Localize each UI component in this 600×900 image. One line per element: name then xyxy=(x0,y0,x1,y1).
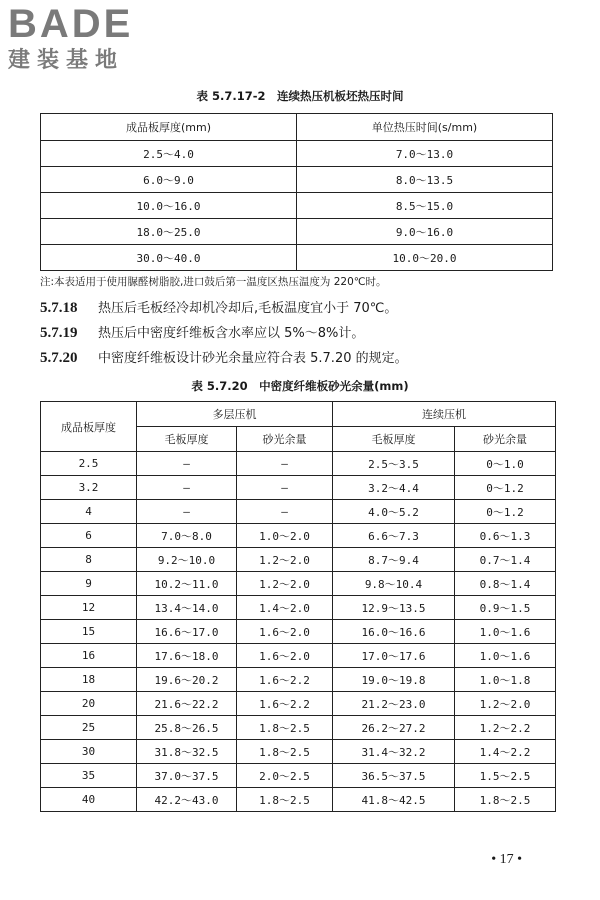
table-cell: 0.9～1.5 xyxy=(455,596,556,620)
clause-5-7-20 xyxy=(40,349,408,368)
table-row xyxy=(41,245,553,271)
table-cell: — xyxy=(137,500,237,524)
table-cell: — xyxy=(237,452,333,476)
clause-5-7-18 xyxy=(40,299,397,318)
table-cell: 19.6～20.2 xyxy=(137,668,237,692)
table-row xyxy=(41,692,556,716)
table-cell: 36.5～37.5 xyxy=(333,764,455,788)
table-cell: 12 xyxy=(41,596,137,620)
sanding-allowance-table xyxy=(40,401,556,812)
table1-caption: 表 5.7.17-2 连续热压机板坯热压时间 xyxy=(196,89,404,103)
clause-number: 5.7.20 xyxy=(40,350,78,366)
table-cell: 37.0～37.5 xyxy=(137,764,237,788)
clause-5-7-19 xyxy=(40,324,364,343)
table-cell: 8.5～15.0 xyxy=(297,193,553,219)
page-number: • 17 • xyxy=(491,852,522,867)
table-cell: 17.0～17.6 xyxy=(333,644,455,668)
table-cell: 6.6～7.3 xyxy=(333,524,455,548)
table-cell: 0～1.0 xyxy=(455,452,556,476)
table-cell: 13.4～14.0 xyxy=(137,596,237,620)
table-cell: 31.8～32.5 xyxy=(137,740,237,764)
table-cell: 16.6～17.0 xyxy=(137,620,237,644)
table2-caption: 表 5.7.20 中密度纤维板砂光余量(mm) xyxy=(191,379,409,393)
table2-header-continuous: 连续压机 xyxy=(333,402,556,427)
table-cell: 25 xyxy=(41,716,137,740)
table-cell: 1.2～2.0 xyxy=(237,548,333,572)
table-cell: 1.6～2.0 xyxy=(237,620,333,644)
table-cell: 0.8～1.4 xyxy=(455,572,556,596)
table-cell: 15 xyxy=(41,620,137,644)
table-cell: 1.2～2.0 xyxy=(455,692,556,716)
table-cell: 1.6～2.2 xyxy=(237,692,333,716)
table-cell: — xyxy=(237,500,333,524)
table-cell: 2.5～3.5 xyxy=(333,452,455,476)
table-cell: 16.0～16.6 xyxy=(333,620,455,644)
table-cell: 4 xyxy=(41,500,137,524)
table-row xyxy=(41,572,556,596)
table-cell: 12.9～13.5 xyxy=(333,596,455,620)
table-cell: 10.2～11.0 xyxy=(137,572,237,596)
table1-note: 注:本表适用于使用脲醛树脂胶,进口鼓后第一温度区热压温度为 220℃时。 xyxy=(40,276,387,288)
table-cell: 25.8～26.5 xyxy=(137,716,237,740)
table-cell: 40 xyxy=(41,788,137,812)
table-cell: 17.6～18.0 xyxy=(137,644,237,668)
clause-text: 热压后毛板经冷却机冷却后,毛板温度宜小于 70℃。 xyxy=(98,301,398,316)
table-cell: 1.4～2.2 xyxy=(455,740,556,764)
table-cell: 9.0～16.0 xyxy=(297,219,553,245)
table-row xyxy=(41,476,556,500)
table-row xyxy=(41,219,553,245)
table-cell: 4.0～5.2 xyxy=(333,500,455,524)
table-cell: 1.0～1.6 xyxy=(455,620,556,644)
table-row xyxy=(41,644,556,668)
table-cell: 16 xyxy=(41,644,137,668)
table-cell: 9 xyxy=(41,572,137,596)
table-cell: 1.0～1.8 xyxy=(455,668,556,692)
table-cell: 1.8～2.5 xyxy=(237,788,333,812)
table-row xyxy=(41,788,556,812)
table-row xyxy=(41,620,556,644)
table1-body xyxy=(41,141,553,271)
table-cell: 0～1.2 xyxy=(455,476,556,500)
table-cell: 1.8～2.5 xyxy=(455,788,556,812)
table-cell: 18.0～25.0 xyxy=(41,219,297,245)
table-cell: 3.2 xyxy=(41,476,137,500)
table-cell: — xyxy=(137,452,237,476)
bade-logo xyxy=(8,4,133,76)
table2-subheader: 毛板厚度 xyxy=(137,427,237,452)
logo-subtitle: 建装基地 xyxy=(8,48,125,73)
table-cell: 1.0～2.0 xyxy=(237,524,333,548)
table-cell: 2.0～2.5 xyxy=(237,764,333,788)
table-cell: 1.6～2.0 xyxy=(237,644,333,668)
table-cell: — xyxy=(237,476,333,500)
table2-subheader: 砂光余量 xyxy=(455,427,556,452)
table-cell: 9.8～10.4 xyxy=(333,572,455,596)
table-cell: 21.6～22.2 xyxy=(137,692,237,716)
table-cell: 10.0～16.0 xyxy=(41,193,297,219)
table-cell: 26.2～27.2 xyxy=(333,716,455,740)
table1-header-thickness: 成品板厚度(mm) xyxy=(41,114,297,141)
table-cell: 6.0～9.0 xyxy=(41,167,297,193)
table-cell: 42.2～43.0 xyxy=(137,788,237,812)
table-row xyxy=(41,452,556,476)
table-cell: 1.2～2.0 xyxy=(237,572,333,596)
table-row xyxy=(41,716,556,740)
table-cell: 2.5 xyxy=(41,452,137,476)
table-row xyxy=(41,548,556,572)
hot-press-time-table xyxy=(40,113,553,271)
table-cell: 7.0～8.0 xyxy=(137,524,237,548)
logo-wordmark: BADE xyxy=(8,2,134,46)
table-cell: 3.2～4.4 xyxy=(333,476,455,500)
table-cell: 6 xyxy=(41,524,137,548)
table-cell: 1.4～2.0 xyxy=(237,596,333,620)
table-cell: 35 xyxy=(41,764,137,788)
table-cell: 9.2～10.0 xyxy=(137,548,237,572)
table-cell: 7.0～13.0 xyxy=(297,141,553,167)
table-cell: 8.0～13.5 xyxy=(297,167,553,193)
table-row xyxy=(41,740,556,764)
table2-body xyxy=(41,452,556,812)
table-row xyxy=(41,524,556,548)
table-row xyxy=(41,764,556,788)
table-cell: 1.2～2.2 xyxy=(455,716,556,740)
table2-subheader: 砂光余量 xyxy=(237,427,333,452)
table-cell: 0.6～1.3 xyxy=(455,524,556,548)
table-cell: 1.8～2.5 xyxy=(237,716,333,740)
table-row xyxy=(41,500,556,524)
table-cell: 8 xyxy=(41,548,137,572)
table-cell: 31.4～32.2 xyxy=(333,740,455,764)
clause-number: 5.7.18 xyxy=(40,300,78,316)
table-cell: 20 xyxy=(41,692,137,716)
table-cell: 1.0～1.6 xyxy=(455,644,556,668)
table-cell: 30 xyxy=(41,740,137,764)
table-row xyxy=(41,668,556,692)
table2-header-thickness: 成品板厚度 xyxy=(41,402,137,452)
table-cell: 18 xyxy=(41,668,137,692)
table2-header-multilayer: 多层压机 xyxy=(137,402,333,427)
clause-text: 中密度纤维板设计砂光余量应符合表 5.7.20 的规定。 xyxy=(98,351,408,366)
table-row xyxy=(41,193,553,219)
table-cell: 2.5～4.0 xyxy=(41,141,297,167)
table-row xyxy=(41,167,553,193)
clause-text: 热压后中密度纤维板含水率应以 5%～8%计。 xyxy=(98,326,365,341)
table1-header-time: 单位热压时间(s/mm) xyxy=(297,114,553,141)
table-cell: 30.0～40.0 xyxy=(41,245,297,271)
clause-number: 5.7.19 xyxy=(40,325,78,341)
table-cell: 8.7～9.4 xyxy=(333,548,455,572)
table-row xyxy=(41,141,553,167)
table2-subheader: 毛板厚度 xyxy=(333,427,455,452)
table-cell: 10.0～20.0 xyxy=(297,245,553,271)
table-cell: 41.8～42.5 xyxy=(333,788,455,812)
table-cell: — xyxy=(137,476,237,500)
table-row xyxy=(41,596,556,620)
table-cell: 21.2～23.0 xyxy=(333,692,455,716)
table-cell: 1.8～2.5 xyxy=(237,740,333,764)
table-cell: 0.7～1.4 xyxy=(455,548,556,572)
table-cell: 0～1.2 xyxy=(455,500,556,524)
table-cell: 1.5～2.5 xyxy=(455,764,556,788)
table-cell: 1.6～2.2 xyxy=(237,668,333,692)
table-cell: 19.0～19.8 xyxy=(333,668,455,692)
